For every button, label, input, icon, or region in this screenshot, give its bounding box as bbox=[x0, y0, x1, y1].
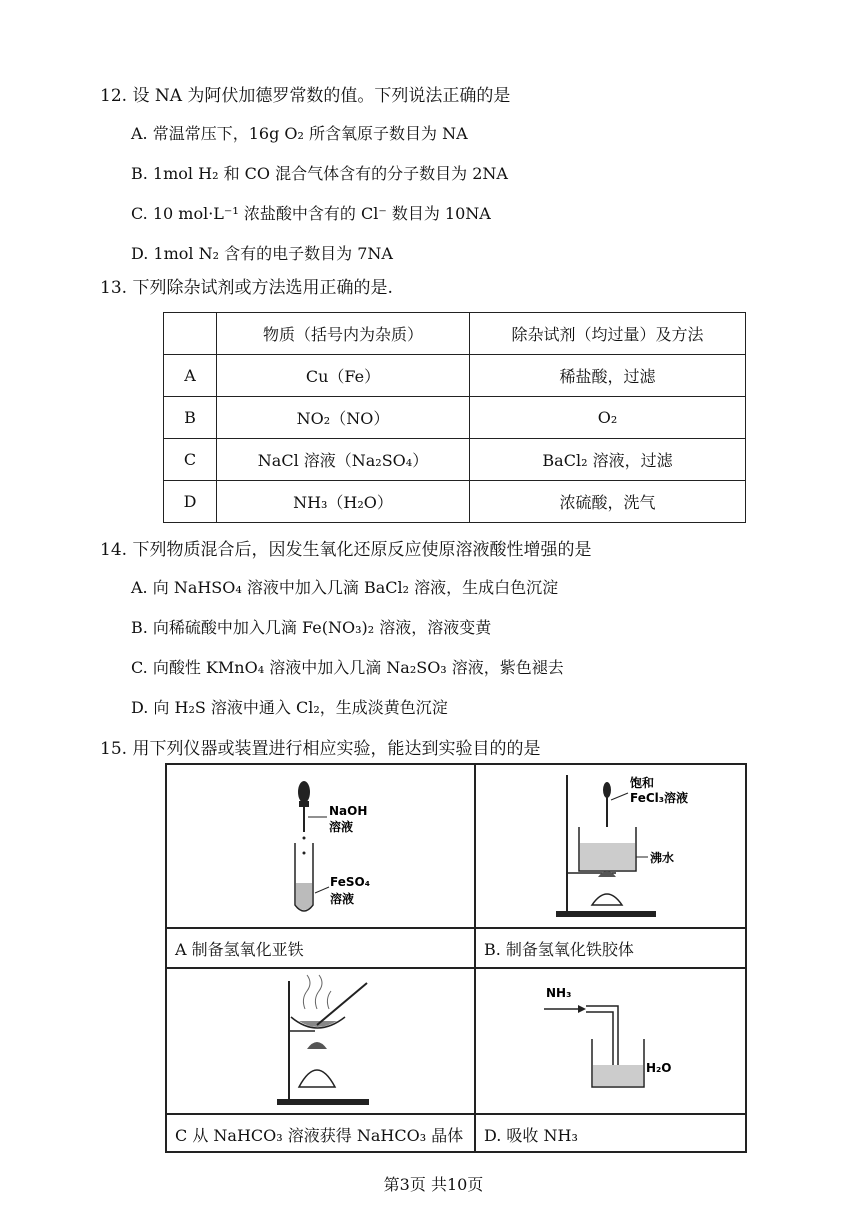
label-feso4-solution: 溶液 bbox=[330, 892, 355, 906]
table-cell: B bbox=[164, 397, 217, 439]
q12-option-a: A. 常温常压下，16g O₂ 所含氧原子数目为 NA bbox=[131, 124, 468, 143]
table-row bbox=[164, 439, 746, 481]
apparatus-c-diagram bbox=[167, 969, 473, 1113]
label-saturated: 饱和 bbox=[630, 776, 655, 790]
table-cell: BaCl₂ 溶液，过滤 bbox=[470, 439, 746, 481]
label-h2o: H₂O bbox=[646, 1061, 672, 1075]
q14-option-d: D. 向 H₂S 溶液中通入 Cl₂，生成淡黄色沉淀 bbox=[131, 698, 448, 717]
table-cell: NO₂（NO） bbox=[217, 397, 470, 439]
caption-a: A 制备氢氧化亚铁 bbox=[175, 940, 304, 959]
table-cell: Cu（Fe） bbox=[217, 355, 470, 397]
q12-option-b: B. 1mol H₂ 和 CO 混合气体含有的分子数目为 2NA bbox=[131, 164, 508, 183]
table-cell: A bbox=[164, 355, 217, 397]
table-cell: D bbox=[164, 481, 217, 523]
grid-divider bbox=[167, 1113, 745, 1115]
q13-table bbox=[163, 312, 746, 523]
q12-option-d: D. 1mol N₂ 含有的电子数目为 7NA bbox=[131, 244, 393, 263]
table-header-row bbox=[164, 313, 746, 355]
q14-option-a: A. 向 NaHSO₄ 溶液中加入几滴 BaCl₂ 溶液，生成白色沉淀 bbox=[131, 578, 559, 597]
page-footer: 第3页 共10页 bbox=[383, 1175, 484, 1194]
header-cell: 除杂试剂（均过量）及方法 bbox=[470, 313, 746, 355]
table-cell: NaCl 溶液（Na₂SO₄） bbox=[217, 439, 470, 481]
table-cell: O₂ bbox=[470, 397, 746, 439]
q12-option-c: C. 10 mol·L⁻¹ 浓盐酸中含有的 Cl⁻ 数目为 10NA bbox=[131, 204, 491, 223]
table-cell: 浓硫酸，洗气 bbox=[470, 481, 746, 523]
label-feso4: FeSO₄ bbox=[330, 875, 370, 889]
table-cell: C bbox=[164, 439, 217, 481]
q14-option-b: B. 向稀硫酸中加入几滴 Fe(NO₃)₂ 溶液，溶液变黄 bbox=[131, 618, 492, 637]
label-fecl3: FeCl₃溶液 bbox=[630, 791, 689, 805]
table-row bbox=[164, 481, 746, 523]
q15-apparatus-grid bbox=[165, 763, 747, 1153]
label-nh3: NH₃ bbox=[546, 986, 572, 1000]
table-cell: NH₃（H₂O） bbox=[217, 481, 470, 523]
q12-stem: 12. 设 NA 为阿伏加德罗常数的值。下列说法正确的是 bbox=[100, 86, 511, 106]
caption-b: B. 制备氢氧化铁胶体 bbox=[484, 940, 634, 959]
label-naoh-solution: 溶液 bbox=[329, 820, 354, 834]
caption-c: C 从 NaHCO₃ 溶液获得 NaHCO₃ 晶体 bbox=[175, 1126, 464, 1145]
q13-stem: 13. 下列除杂试剂或方法选用正确的是. bbox=[100, 278, 393, 298]
table-row bbox=[164, 397, 746, 439]
table-cell: 稀盐酸，过滤 bbox=[470, 355, 746, 397]
table-row bbox=[164, 355, 746, 397]
apparatus-a-diagram bbox=[167, 765, 473, 927]
grid-divider bbox=[167, 927, 745, 929]
apparatus-d-diagram bbox=[476, 969, 746, 1113]
label-naoh: NaOH bbox=[329, 804, 368, 818]
q14-option-c: C. 向酸性 KMnO₄ 溶液中加入几滴 Na₂SO₃ 溶液，紫色褪去 bbox=[131, 658, 564, 677]
q14-stem: 14. 下列物质混合后，因发生氧化还原反应使原溶液酸性增强的是 bbox=[100, 540, 592, 560]
caption-d: D. 吸收 NH₃ bbox=[484, 1126, 578, 1145]
header-cell bbox=[164, 313, 217, 355]
label-boiling-water: 沸水 bbox=[650, 851, 675, 865]
q15-stem: 15. 用下列仪器或装置进行相应实验，能达到实验目的的是 bbox=[100, 739, 541, 759]
apparatus-b-diagram bbox=[476, 765, 746, 927]
header-cell: 物质（括号内为杂质） bbox=[217, 313, 470, 355]
